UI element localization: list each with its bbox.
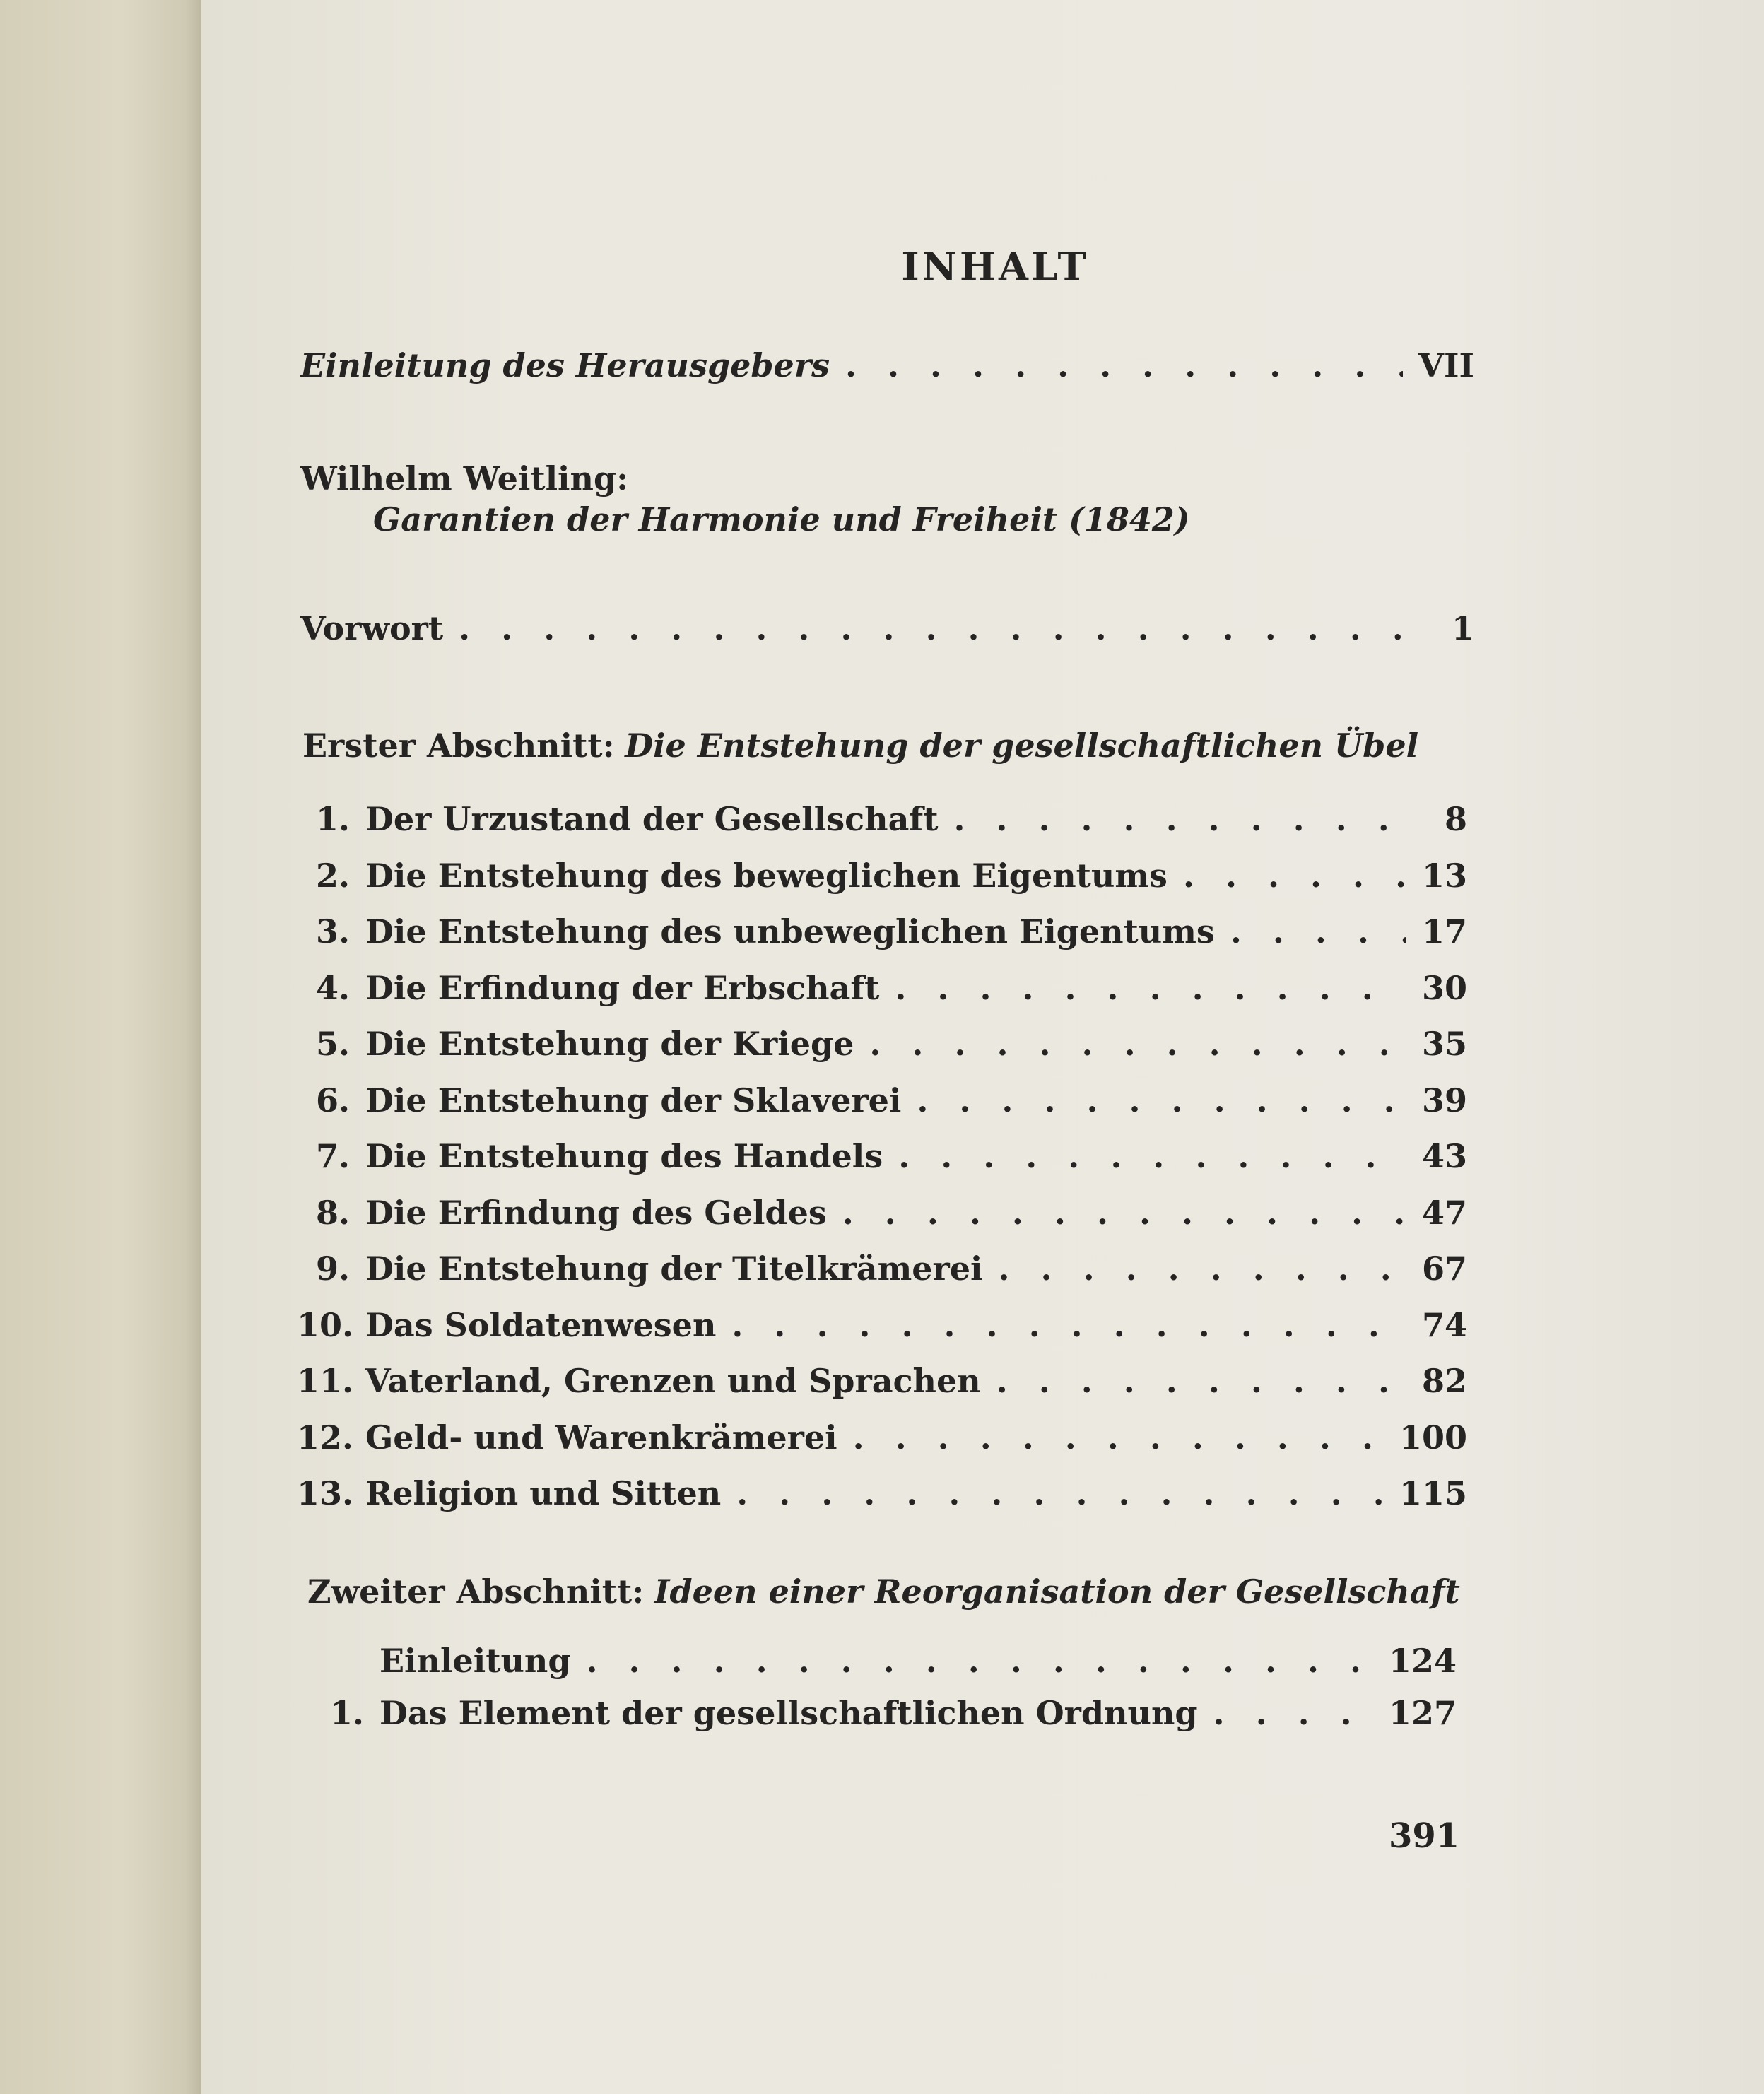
dot-leader [587, 1642, 1373, 1680]
dot-leader [731, 1306, 1406, 1344]
entry-label: Der Urzustand der Gesellschaft [365, 800, 939, 838]
dot-leader [845, 346, 1403, 384]
heading-text: INHALT [901, 244, 1089, 289]
entry-number: 8. [315, 1193, 350, 1232]
entry-label: Die Erfindung des Geldes [365, 1193, 827, 1232]
section-2-heading [307, 1572, 1460, 1611]
entry-page: 13 [1421, 856, 1467, 895]
entry-page: 39 [1421, 1081, 1467, 1119]
entry-page: 8 [1444, 800, 1467, 838]
entry-number: 13. [297, 1474, 354, 1512]
work-title: Garantien der Harmonie und Freiheit (1842) [373, 500, 1190, 539]
author-name: Wilhelm Weitling: [300, 459, 629, 498]
dot-leader [996, 1362, 1406, 1400]
toc-entry [311, 1694, 1457, 1732]
dot-leader [736, 1474, 1384, 1512]
entry-number: 9. [315, 1249, 350, 1288]
dot-leader [898, 1137, 1406, 1175]
author-line [300, 459, 628, 498]
toc-entry [297, 1474, 1467, 1512]
facing-page-edge [0, 0, 201, 2094]
toc-entry [297, 800, 1467, 838]
toc-entry [297, 1194, 1467, 1232]
entry-page: 43 [1421, 1137, 1467, 1175]
entry-page: 124 [1388, 1642, 1457, 1680]
entry-number: 1. [315, 800, 350, 838]
section-1-heading [302, 727, 1418, 765]
entry-label: Die Entstehung des unbeweglichen Eigentums [365, 912, 1215, 951]
entry-label: Die Entstehung der Kriege [365, 1025, 854, 1063]
entry-page: 100 [1399, 1418, 1467, 1457]
dot-leader [1230, 912, 1406, 951]
toc-heading [0, 244, 1764, 289]
entry-page: 127 [1388, 1694, 1457, 1732]
section-prefix: Zweiter Abschnitt: [307, 1572, 645, 1611]
dot-leader [953, 800, 1409, 838]
toc-entry [297, 1081, 1467, 1119]
entry-number: 12. [297, 1418, 354, 1457]
entry-label: Einleitung des Herausgebers [300, 346, 830, 384]
work-title-line [373, 500, 1190, 539]
entry-label: Religion und Sitten [365, 1474, 722, 1512]
toc-entry [297, 1249, 1467, 1288]
entry-page: 47 [1421, 1193, 1467, 1232]
entry-number: 7. [315, 1137, 350, 1175]
dot-leader [1183, 857, 1406, 895]
entry-page: 115 [1399, 1474, 1467, 1512]
toc-entry-intro [300, 346, 1474, 384]
entry-label: Die Entstehung des beweglichen Eigentums [365, 856, 1168, 895]
toc-entry [297, 1362, 1467, 1400]
entry-label: Die Entstehung des Handels [365, 1137, 883, 1175]
entry-page: 74 [1421, 1305, 1467, 1344]
dot-leader [842, 1194, 1406, 1232]
dot-leader [853, 1418, 1384, 1457]
entry-label: Das Soldatenwesen [365, 1305, 717, 1344]
entry-number: 10. [297, 1305, 354, 1344]
entry-page: 82 [1421, 1362, 1467, 1400]
toc-entry [297, 912, 1467, 951]
toc-entry [297, 969, 1467, 1007]
entry-page: VII [1418, 346, 1474, 384]
toc-entry [311, 1642, 1457, 1680]
entry-number: 6. [315, 1081, 350, 1119]
entry-page: 30 [1421, 968, 1467, 1007]
toc-entry-preface [300, 609, 1474, 647]
dot-leader [917, 1081, 1406, 1119]
toc-entry [297, 1137, 1467, 1175]
entry-number: 4. [315, 968, 350, 1007]
dot-leader [999, 1249, 1406, 1288]
toc-entry [297, 1025, 1467, 1063]
entry-label: Vaterland, Grenzen und Sprachen [365, 1362, 981, 1400]
entry-label: Die Entstehung der Sklaverei [365, 1081, 902, 1119]
page-number: 391 [1389, 1816, 1460, 1856]
section-prefix: Erster Abschnitt: [302, 727, 615, 765]
entry-page: 1 [1451, 609, 1474, 647]
entry-label: Einleitung [380, 1642, 571, 1680]
entry-label: Geld- und Warenkrämerei [365, 1418, 837, 1457]
dot-leader [1213, 1694, 1373, 1732]
entry-number: 3. [315, 912, 350, 951]
dot-leader [459, 609, 1416, 647]
entry-label: Die Erfindung der Erbschaft [365, 968, 880, 1007]
entry-label: Das Element der gesellschaftlichen Ordnung [380, 1694, 1198, 1732]
entry-label: Vorwort [300, 609, 444, 647]
entry-page: 17 [1421, 912, 1467, 951]
section-title: Ideen einer Reorganisation der Gesellschaft [654, 1572, 1460, 1611]
dot-leader [869, 1025, 1406, 1063]
entry-page: 35 [1421, 1025, 1467, 1063]
entry-number: 11. [297, 1362, 354, 1400]
entry-number: 5. [315, 1025, 350, 1063]
section-title: Die Entstehung der gesellschaftlichen Übel [625, 727, 1419, 765]
toc-entry [297, 1306, 1467, 1344]
entry-page: 67 [1421, 1249, 1467, 1288]
entry-number: 2. [315, 856, 350, 895]
entry-number: 1. [329, 1694, 364, 1732]
dot-leader [895, 969, 1406, 1007]
toc-entry [297, 1418, 1467, 1457]
entry-label: Die Entstehung der Titelkrämerei [365, 1249, 983, 1288]
toc-entry [297, 857, 1467, 895]
